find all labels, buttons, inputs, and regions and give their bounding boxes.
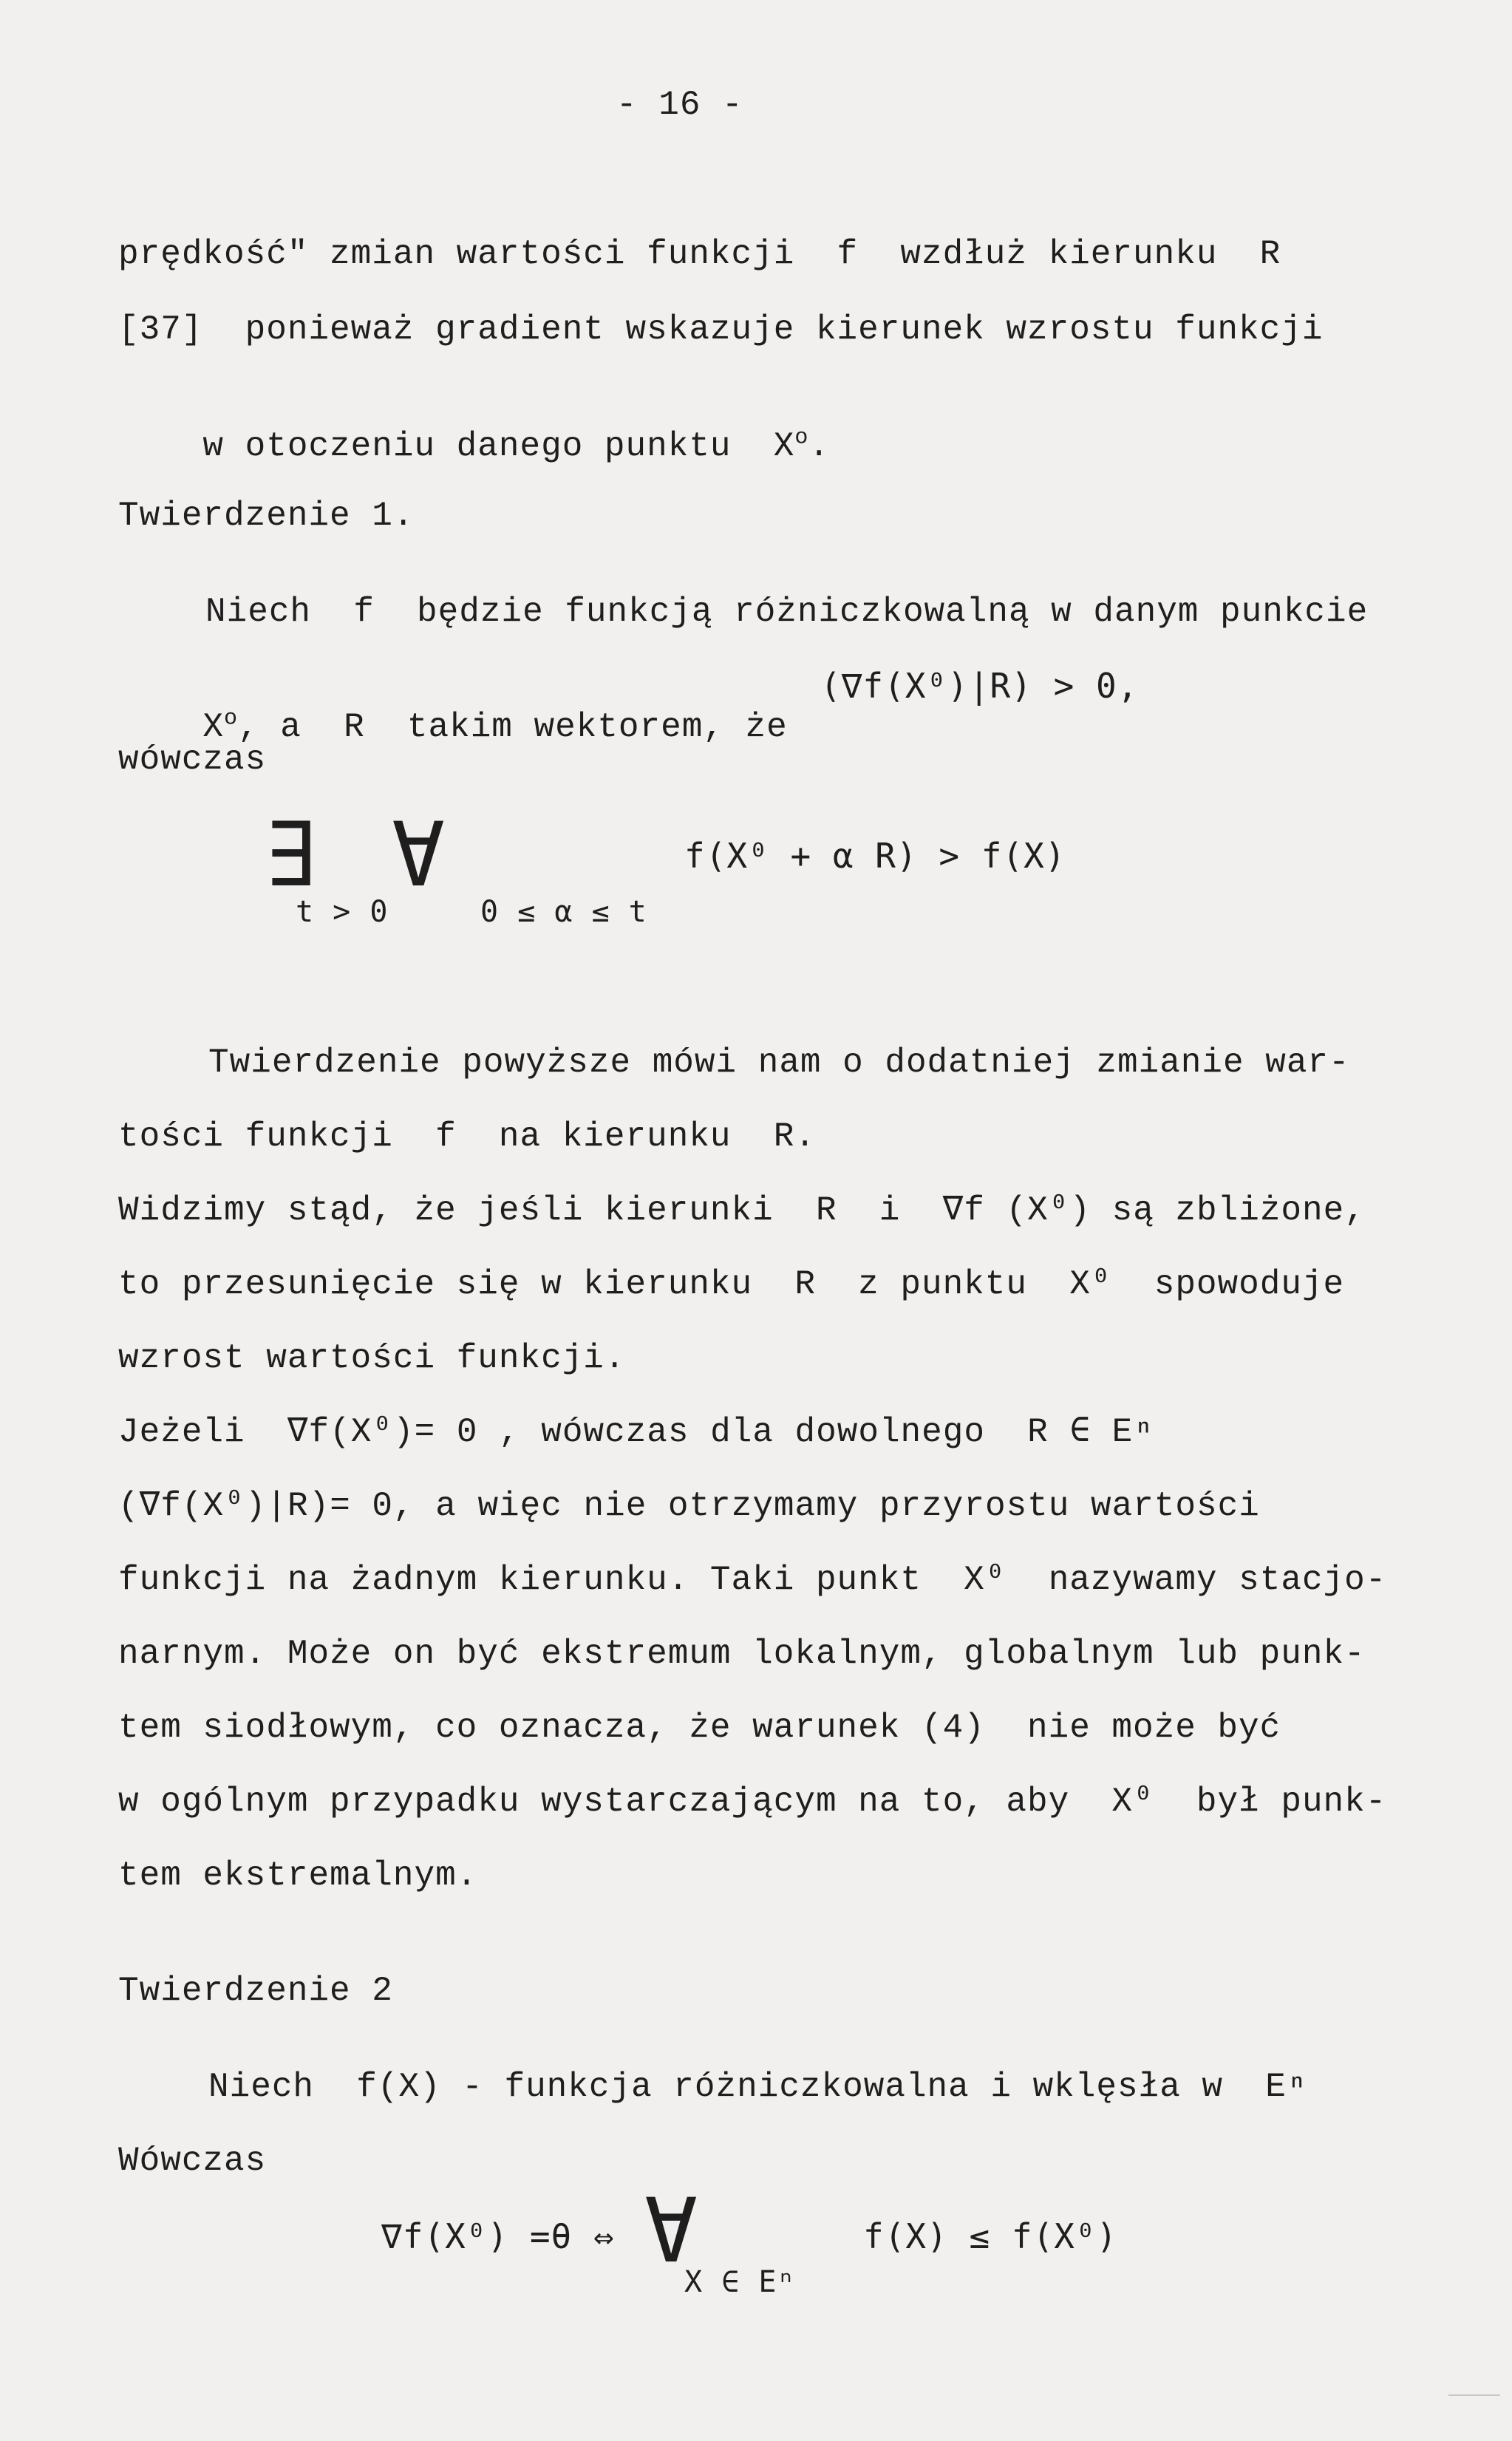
formula-rhs: f(X) ≤ f(X⁰) bbox=[863, 2216, 1118, 2256]
text-line: Niech f będzie funkcją różniczkowalną w danym punkcie bbox=[205, 593, 1369, 631]
text-line: Widzimy stąd, że jeśli kierunki R i ∇f (X⁰) są zbliżone, bbox=[118, 1191, 1366, 1230]
text-line: [37] ponieważ gradient wskazuje kierunek wzrostu funkcji bbox=[118, 310, 1324, 349]
theorem-heading: Twierdzenie 2 bbox=[118, 1972, 393, 2010]
text-line: Jeżeli ∇f(X⁰)= 0 , wówczas dla dowolnego R ∈ Eⁿ bbox=[118, 1413, 1154, 1451]
text-segment: , a R takim wektorem, że bbox=[238, 708, 788, 746]
text-line: tem ekstremalnym. bbox=[118, 1856, 478, 1895]
text-segment: w otoczeniu danego punktu X bbox=[202, 427, 795, 466]
forall-symbol: ∀ bbox=[644, 2180, 699, 2283]
text-line: to przesunięcie się w kierunku R z punktu X⁰ spowoduje bbox=[118, 1265, 1345, 1304]
scan-artifact bbox=[1448, 2394, 1500, 2396]
formula-lhs: ∇f(X⁰) =θ ⇔ bbox=[381, 2216, 615, 2256]
text-line: tem siodłowym, co oznacza, że warunek (4) nie może być bbox=[118, 1709, 1281, 1747]
formula-subscript: t > 0 bbox=[296, 895, 389, 929]
text-segment: . bbox=[808, 427, 830, 466]
theorem-heading: Twierdzenie 1. bbox=[118, 497, 415, 535]
text-line: prędkość" zmian wartości funkcji f wzdłuż kierunku R bbox=[118, 235, 1281, 273]
text-line: wówczas bbox=[118, 741, 267, 779]
text-line: narnym. Może on być ekstremum lokalnym, globalnym lub punk- bbox=[118, 1635, 1366, 1673]
text-line: Niech f(X) - funkcja różniczkowalna i wklęsła w Eⁿ bbox=[208, 2068, 1308, 2106]
forall-symbol: ∀ bbox=[392, 804, 446, 907]
formula-inline: (∇f(X⁰)|R) > 0, bbox=[820, 666, 1139, 706]
text-segment: X bbox=[202, 708, 225, 746]
text-line: w ogólnym przypadku wystarczającym na to, aby X⁰ był punk- bbox=[118, 1783, 1387, 1821]
text-line: (∇f(X⁰)|R)= 0, a więc nie otrzymamy przyrostu wartości bbox=[118, 1487, 1260, 1525]
formula-subscript: 0 ≤ α ≤ t bbox=[480, 895, 647, 929]
superscript: o bbox=[794, 425, 809, 451]
text-line: Twierdzenie powyższe mówi nam o dodatniej zmianie war- bbox=[208, 1044, 1350, 1082]
text-line: tości funkcji f na kierunku R. bbox=[118, 1117, 816, 1156]
text-line: wzrost wartości funkcji. bbox=[118, 1339, 626, 1378]
formula-rhs: f(X⁰ + α R) > f(X) bbox=[684, 836, 1066, 876]
page-number: - 16 - bbox=[616, 86, 743, 124]
exists-symbol: ∃ bbox=[265, 804, 319, 907]
formula-subscript: X ∈ Eⁿ bbox=[684, 2265, 796, 2299]
text-line: funkcji na żadnym kierunku. Taki punkt X⁰ nazywamy stacjo- bbox=[118, 1561, 1387, 1599]
text-line: Wówczas bbox=[118, 2142, 267, 2180]
text-line bbox=[118, 384, 830, 508]
superscript: o bbox=[224, 706, 239, 732]
